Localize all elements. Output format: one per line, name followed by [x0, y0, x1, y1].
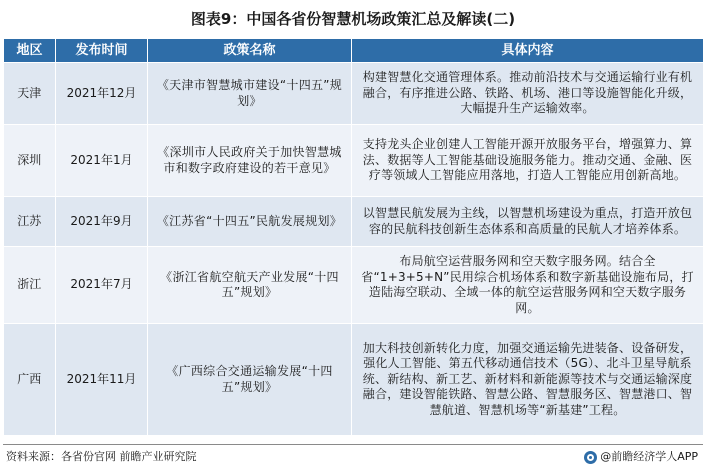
- date-cell: 2021年11月: [56, 324, 148, 436]
- header-region: 地区: [4, 39, 56, 63]
- date-cell: 2021年9月: [56, 197, 148, 247]
- policy-name-cell: 《浙江省航空航天产业发展“十四五”规划》: [148, 247, 352, 324]
- header-policy: 政策名称: [148, 39, 352, 63]
- region-cell: 天津: [4, 63, 56, 125]
- brand-logo-icon: [584, 451, 597, 464]
- table-header-row: [4, 39, 704, 63]
- policy-name-cell: 《江苏省“十四五”民航发展规划》: [148, 197, 352, 247]
- table-row: [4, 247, 704, 324]
- content-cell: 构建智慧化交通管理体系。推动前沿技术与交通运输行业有机融合，有序推进公路、铁路、机场、港口等设施智能化升级，大幅提升生产运输效率。: [352, 63, 704, 125]
- content-cell: 支持龙头企业创建人工智能开源开放服务平台，增强算力、算法、数据等人工智能基础设施服务能力。推动交通、金融、医疗等领域人工智能应用落地，打造人工智能应用创新高地。: [352, 125, 704, 197]
- content-cell: 布局航空运营服务网和空天数字服务网。结合全省“1+3+5+N”民用综合机场体系和数字新基础设施布局，打造陆海空联动、全域一体的航空运营服务网和空天数字服务网。: [352, 247, 704, 324]
- region-cell: 江苏: [4, 197, 56, 247]
- header-content: 具体内容: [352, 39, 704, 63]
- content-cell: 以智慧民航发展为主线，以智慧机场建设为重点，打造开放包容的民航科技创新生态体系和高质量的民航人才培养体系。: [352, 197, 704, 247]
- policy-table: [3, 38, 704, 436]
- header-date: 发布时间: [56, 39, 148, 63]
- table-row: [4, 197, 704, 247]
- region-cell: 浙江: [4, 247, 56, 324]
- table-row: [4, 125, 704, 197]
- policy-name-cell: 《深圳市人民政府关于加快智慧城市和数字政府建设的若干意见》: [148, 125, 352, 197]
- policy-name-cell: 《天津市智慧城市建设“十四五”规划》: [148, 63, 352, 125]
- source-note: 资料来源：各省份官网 前瞻产业研究院: [6, 450, 197, 463]
- region-cell: 广西: [4, 324, 56, 436]
- table-row: [4, 324, 704, 436]
- table-row: [4, 63, 704, 125]
- footer-divider: [3, 444, 703, 445]
- date-cell: 2021年7月: [56, 247, 148, 324]
- date-cell: 2021年1月: [56, 125, 148, 197]
- region-cell: 深圳: [4, 125, 56, 197]
- brand-credit: [584, 448, 698, 466]
- figure-title: 图表9：中国各省份智慧机场政策汇总及解读(二): [190, 10, 516, 28]
- date-cell: 2021年12月: [56, 63, 148, 125]
- policy-name-cell: 《广西综合交通运输发展“十四五”规划》: [148, 324, 352, 436]
- content-cell: 加大科技创新转化力度，加强交通运输先进装备、设备研发，强化人工智能、第五代移动通信技术（5G）、北斗卫星导航系统、新结构、新工艺、新材料和新能源等技术与交通运输深度融合，建设智能铁路、智慧公路、智慧服务区、智慧港口、智慧航道、智慧机场等“新基建”工程。: [352, 324, 704, 436]
- brand-label: @前瞻经济学人APP: [600, 450, 698, 463]
